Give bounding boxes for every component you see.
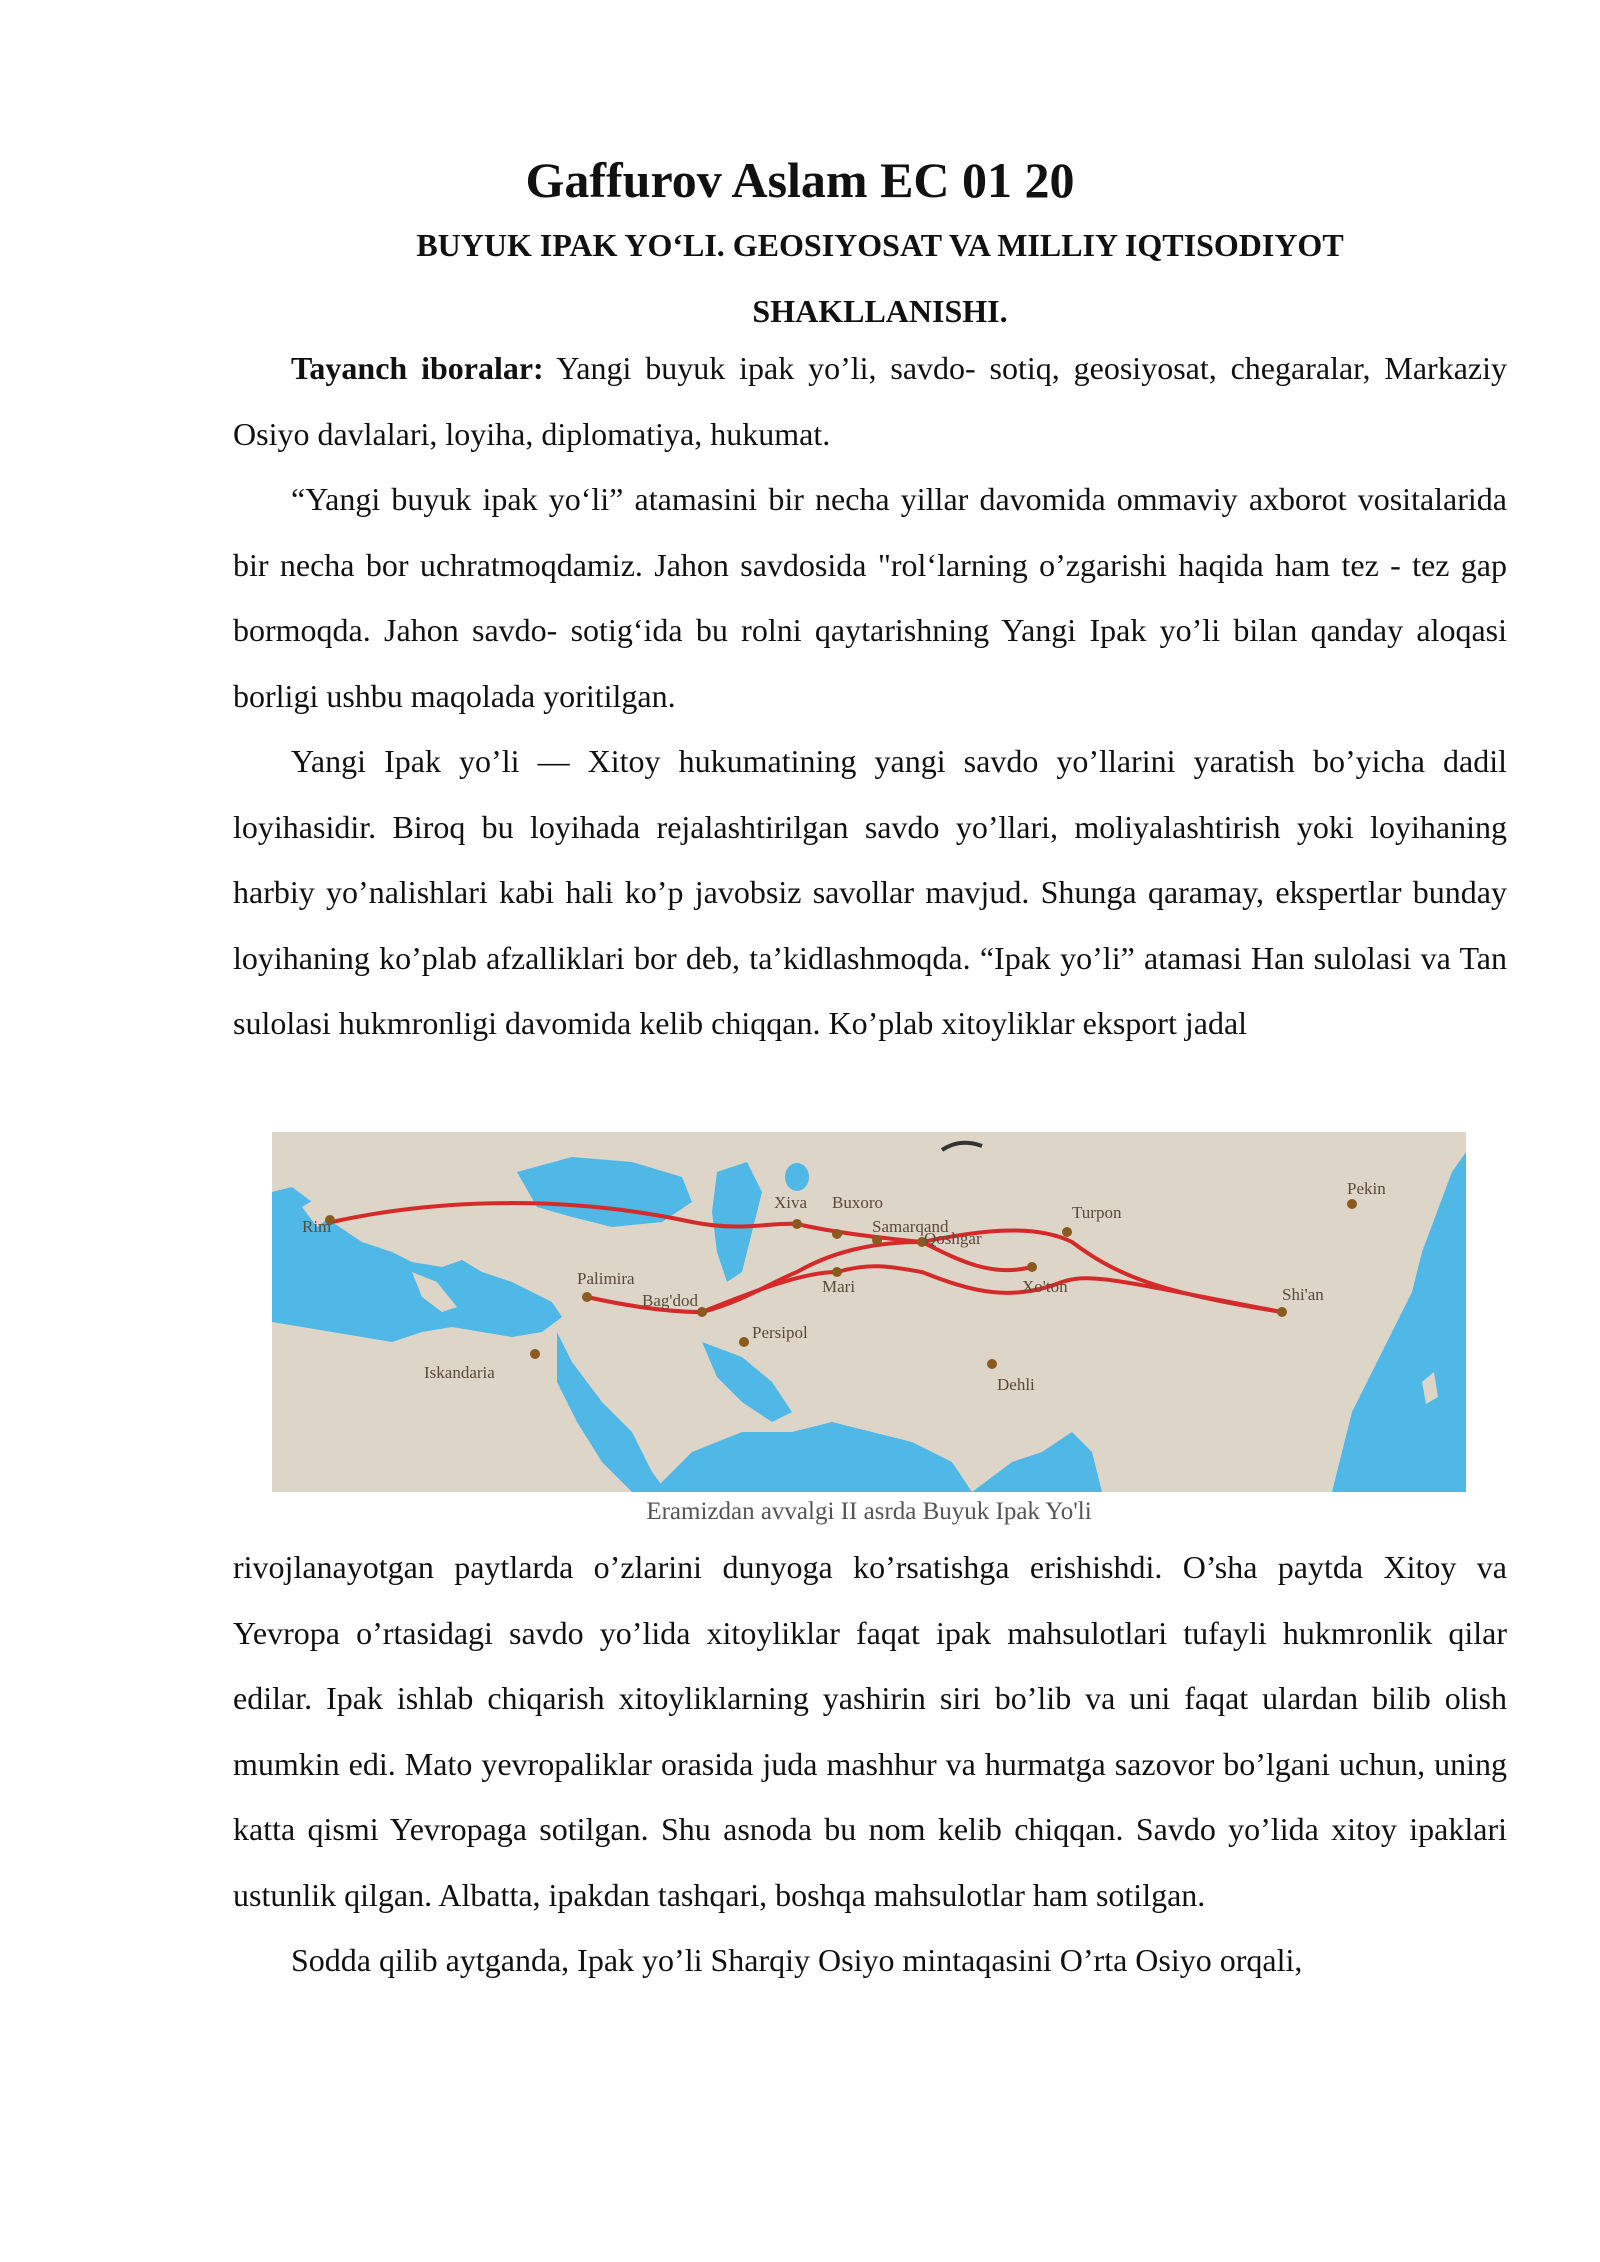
city-label-bagdod: Bag'dod xyxy=(642,1291,698,1310)
body-text-top xyxy=(233,336,1507,1057)
city-label-qoshgar: Qoshgar xyxy=(924,1229,982,1248)
body-text-bottom xyxy=(233,1535,1507,1994)
paragraph-2: Yangi Ipak yo’li — Xitoy hukumatining yangi savdo yo’llarini yaratish bo’yicha dadil loyihasidir. Biroq bu loyihada rejalashtirilgan savdo yo’llari, moliyalashtirish yoki loyihaning harbiy yo’nalishlari kabi hali ko’p javobsiz savollar mavjud. Shunga qaramay, ekspertlar bunday loyihaning ko’plab afzalliklari bor deb, ta’kidlashmoqda. “Ipak yo’li” atamasi Han sulolasi va Tan sulolasi hukmronligi davomida kelib chiqqan. Ko’plab xitoyliklar eksport jadal xyxy=(233,743,1507,1041)
keywords-paragraph xyxy=(233,336,1507,467)
paragraph-4: Sodda qilib aytganda, Ipak yo’li Sharqiy Osiyo mintaqasini O’rta Osiyo orqali, xyxy=(291,1942,1303,1978)
city-label-persipol: Persipol xyxy=(752,1323,808,1342)
city-label-dehli: Dehli xyxy=(997,1375,1035,1394)
silk-road-map xyxy=(272,1132,1466,1492)
city-label-turpon: Turpon xyxy=(1072,1203,1122,1222)
map-image xyxy=(272,1132,1466,1492)
paragraph-1: “Yangi buyuk ipak yo‘li” atamasini bir necha yillar davomida ommaviy axborot vositalarida bir necha bor uchratmoqdamiz. Jahon savdosida "rol‘larning o’zgarishi haqida ham tez - tez gap bormoqda. Jahon savdo- sotig‘ida bu rolni qaytarishning Yangi Ipak yo’li bilan qanday aloqasi borligi ushbu maqolada yoritilgan. xyxy=(233,481,1507,714)
keywords-label: Tayanch iboralar: xyxy=(291,350,544,386)
city-label-buxoro: Buxoro xyxy=(832,1193,883,1212)
keywords-text: Yangi buyuk ipak yo’li, savdo- sotiq, geosiyosat, chegaralar, Markaziy Osiyo davlalari, loyiha, diplomatiya, hukumat. xyxy=(233,350,1508,452)
city-label-pekin: Pekin xyxy=(1347,1179,1386,1198)
document-title: BUYUK IPAK YO‘LI. GEOSIYOSAT VA MILLIY IQTISODIYOT SHAKLLANISHI. xyxy=(416,227,1344,329)
paragraph-3: rivojlanayotgan paytlarda o’zlarini dunyoga ko’rsatishga erishishdi. O’sha paytda Xitoy va Yevropa o’rtasidagi savdo yo’lida xitoyliklar faqat ipak mahsulotlari tufayli hukmronlik qilar edilar. Ipak ishlab chiqarish xitoyliklarning yashirin siri bo’lib va uni faqat ulardan bilib olish mumkin edi. Mato yevropaliklar orasida juda mashhur va hurmatga sazovor bo’lgani uchun, uning katta qismi Yevropaga sotilgan. Shu asnoda bu nom kelib chiqqan. Savdo yo’lida xitoy ipaklari ustunlik qilgan. Albatta, ipakdan tashqari, boshqa mahsulotlar ham sotilgan. xyxy=(233,1549,1507,1913)
city-label-palimira: Palimira xyxy=(577,1269,635,1288)
author-heading: Gaffurov Aslam EC 01 20 xyxy=(525,152,1075,208)
city-label-iskandaria: Iskandaria xyxy=(424,1363,495,1382)
city-label-samarqand: Samarqand xyxy=(872,1217,949,1236)
city-label-xiva: Xiva xyxy=(774,1193,808,1212)
map-caption: Eramizdan avvalgi II asrda Buyuk Ipak Yo'li xyxy=(646,1498,1092,1525)
city-label-mari: Mari xyxy=(822,1277,856,1296)
city-label-rim: Rim xyxy=(302,1217,332,1236)
city-label-shian: Shi'an xyxy=(1282,1285,1324,1304)
city-label-xoton: Xo'ton xyxy=(1022,1277,1068,1296)
